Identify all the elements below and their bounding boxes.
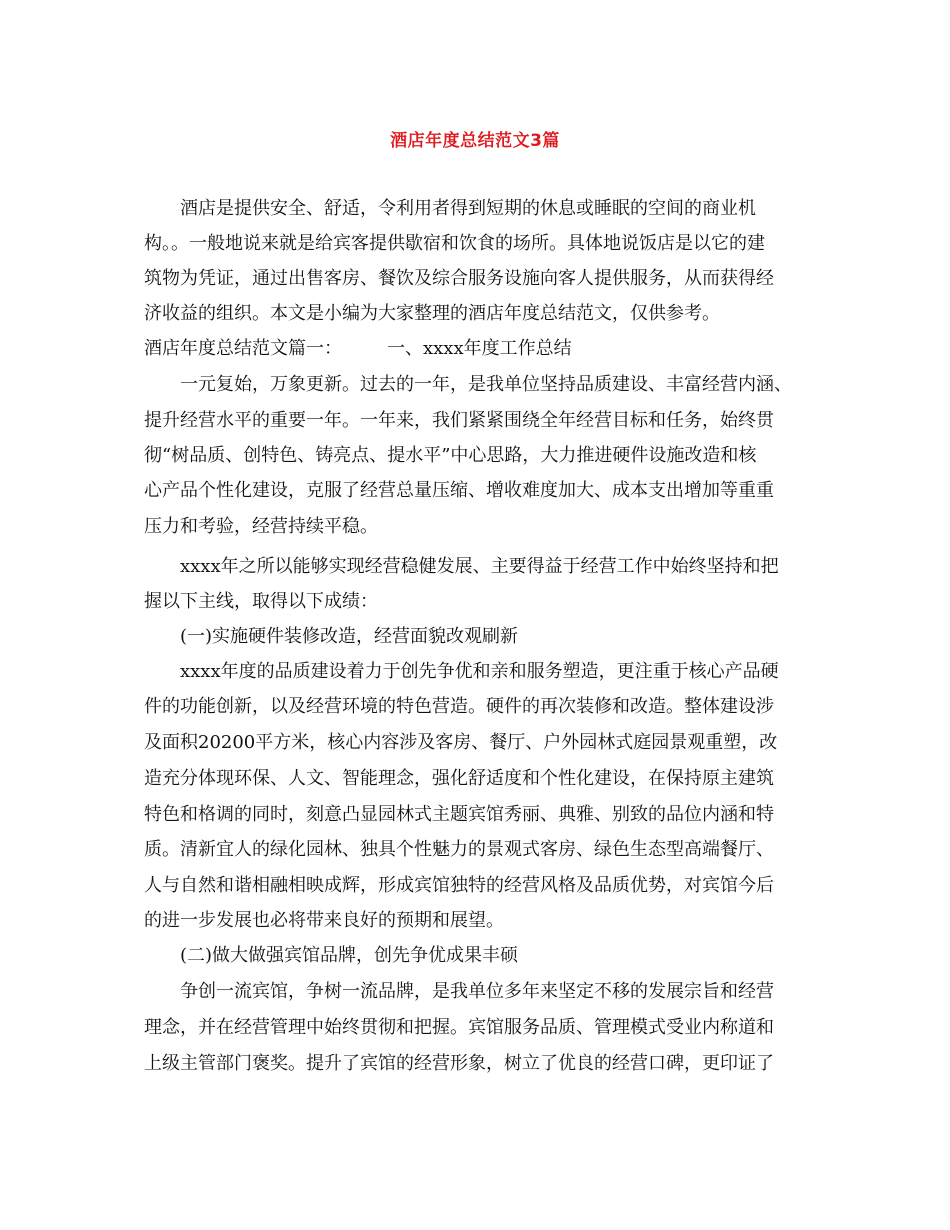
document-title: 酒店年度总结范文3篇: [390, 131, 560, 151]
paragraph-line: 压力和考验，经营持续平稳。: [144, 516, 378, 537]
paragraph-line: xxxx年之所以能够实现经营稳健发展、主要得益于经营工作中始终坚持和把: [180, 556, 779, 577]
paragraph-line: 筑物为凭证，通过出售客房、餐饮及综合服务设施向客人提供服务，从而获得经: [144, 268, 774, 289]
paragraph-line: 质。清新宜人的绿化园林、独具个性魅力的景观式客房、绿色生态型高端餐厅、: [144, 839, 774, 860]
paragraph-line: 人与自然和谐相融相映成辉，形成宾馆独特的经营风格及品质优势，对宾馆今后: [144, 875, 774, 896]
paragraph-line: 争创一流宾馆，争树一流品牌，是我单位多年来坚定不移的发展宗旨和经营: [180, 981, 774, 1002]
subheading-line: (二)做大做强宾馆品牌，创先争优成果丰硕: [180, 945, 519, 966]
paragraph-line: 心产品个性化建设，克服了经营总量压缩、增收难度加大、成本支出增加等重重: [144, 480, 774, 501]
subheading-line: (一)实施硬件装修改造，经营面貌改观刷新: [180, 626, 519, 647]
paragraph-line: 酒店是提供安全、舒适，令利用者得到短期的休息或睡眠的空间的商业机: [180, 198, 756, 219]
paragraph-line: 彻“树品质、创特色、铸亮点、提水平”中心思路，大力推进硬件设施改造和核: [144, 445, 757, 466]
paragraph-line: 造充分体现环保、人文、智能理念，强化舒适度和个性化建设，在保持原主建筑: [144, 768, 774, 789]
paragraph-line: 握以下主线，取得以下成绩：: [144, 591, 378, 612]
paragraph-line: 特色和格调的同时，刻意凸显园林式主题宾馆秀丽、典雅、别致的品位内涵和特: [144, 804, 774, 825]
paragraph-line: 的进一步发展也必将带来良好的预期和展望。: [144, 910, 504, 931]
section-heading-line: 酒店年度总结范文篇一： 一、xxxx年度工作总结: [144, 338, 572, 359]
paragraph-line: 及面积20200平方米，核心内容涉及客房、餐厅、户外园林式庭园景观重塑，改: [144, 732, 778, 753]
paragraph-line: 件的功能创新，以及经营环境的特色营造。硬件的再次装修和改造。整体建设涉: [144, 696, 774, 717]
paragraph-line: xxxx年度的品质建设着力于创先争优和亲和服务塑造，更注重于核心产品硬: [180, 661, 779, 682]
paragraph-line: 济收益的组织。本文是小编为大家整理的酒店年度总结范文，仅供参考。: [144, 303, 720, 324]
paragraph-line: 一元复始，万象更新。过去的一年，是我单位坚持品质建设、丰富经营内涵、: [180, 374, 792, 395]
paragraph-line: 构。。一般地说来就是给宾客提供歇宿和饮食的场所。具体地说饭店是以它的建: [144, 233, 765, 254]
paragraph-line: 理念，并在经营管理中始终贯彻和把握。宾馆服务品质、管理模式受业内称道和: [144, 1017, 774, 1038]
paragraph-line: 上级主管部门褒奖。提升了宾馆的经营形象，树立了优良的经营口碑，更印证了: [144, 1053, 774, 1074]
paragraph-line: 提升经营水平的重要一年。一年来，我们紧紧围绕全年经营目标和任务，始终贯: [144, 410, 774, 431]
